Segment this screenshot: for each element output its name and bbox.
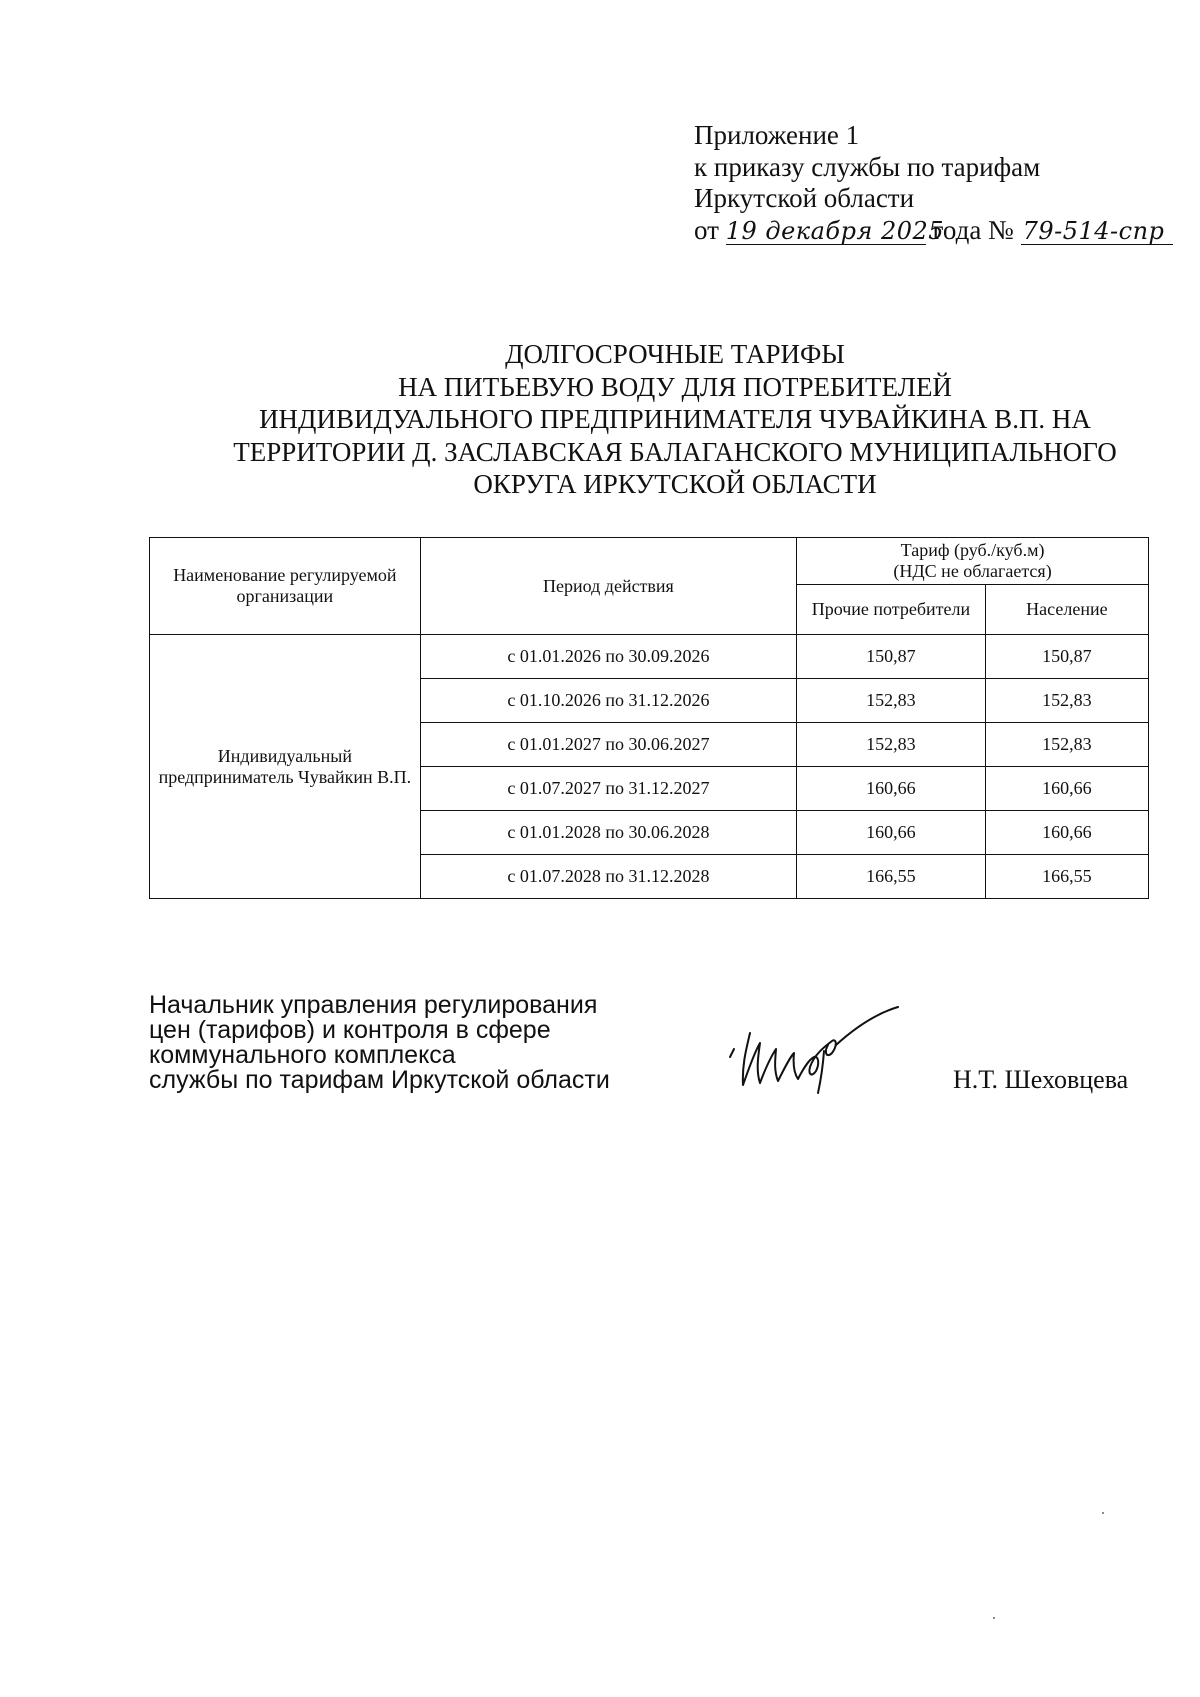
header-tariff-line-2: (НДС не облагается) — [893, 561, 1052, 581]
annex-block — [694, 120, 1173, 246]
title-line-4: ТЕРРИТОРИИ Д. ЗАСЛАВСКАЯ БАЛАГАНСКОГО МУНИЦИПАЛЬНОГО — [233, 436, 1117, 467]
annex-line-2: к приказу службы по тарифам — [694, 151, 1041, 182]
period-cell: с 01.01.2028 по 30.06.2028 — [420, 811, 796, 855]
title-line-2: НА ПИТЬЕВУЮ ВОДУ ДЛЯ ПОТРЕБИТЕЛЕЙ — [398, 371, 952, 402]
annex-line-1: Приложение 1 — [694, 120, 860, 150]
scan-speck — [993, 1617, 995, 1619]
header-period: Период действия — [420, 538, 796, 635]
population-tariff-cell: 160,66 — [985, 767, 1148, 811]
header-population: Население — [985, 585, 1148, 635]
title-line-5: ОКРУГА ИРКУТСКОЙ ОБЛАСТИ — [473, 469, 877, 499]
header-others: Прочие потребители — [797, 585, 986, 635]
population-tariff-cell: 166,55 — [985, 855, 1148, 899]
others-tariff-cell: 166,55 — [797, 855, 986, 899]
position-line-2: цен (тарифов) и контроля в сфере — [149, 1016, 551, 1044]
handwritten-order-number: 79-514-спр — [1021, 218, 1173, 245]
position-line-1: Начальник управления регулирования — [149, 991, 598, 1019]
table-row — [150, 635, 1149, 679]
position-line-3: коммунального комплекса — [149, 1041, 456, 1069]
others-tariff-cell: 152,83 — [797, 723, 986, 767]
population-tariff-cell: 152,83 — [985, 679, 1148, 723]
annex-line-3: Иркутской области — [694, 183, 915, 213]
tariff-table — [149, 537, 1149, 899]
others-tariff-cell: 160,66 — [797, 811, 986, 855]
signatory-position — [149, 993, 610, 1093]
document-title — [120, 338, 1200, 501]
period-cell: с 01.01.2026 по 30.09.2026 — [420, 635, 796, 679]
header-org: Наименование регулируемой организации — [150, 538, 421, 635]
org-name-cell: Индивидуальный предприниматель Чувайкин В.П. — [150, 635, 421, 899]
annex-date-prefix: от — [694, 214, 719, 245]
period-cell: с 01.10.2026 по 31.12.2026 — [420, 679, 796, 723]
period-cell: с 01.07.2027 по 31.12.2027 — [420, 767, 796, 811]
title-line-3: ИНДИВИДУАЛЬНОГО ПРЕДПРИНИМАТЕЛЯ ЧУВАЙКИНА В.П. НА — [259, 404, 1091, 434]
scan-speck — [1102, 1512, 1104, 1514]
others-tariff-cell: 150,87 — [797, 635, 986, 679]
period-cell: с 01.07.2028 по 31.12.2028 — [420, 855, 796, 899]
handwritten-signature — [728, 1005, 938, 1100]
others-tariff-cell: 160,66 — [797, 767, 986, 811]
annex-number-prefix: года № — [932, 214, 1014, 245]
title-line-1: ДОЛГОСРОЧНЫЕ ТАРИФЫ — [505, 339, 845, 369]
signatory-name: Н.Т. Шеховцева — [953, 1065, 1129, 1094]
population-tariff-cell: 152,83 — [985, 723, 1148, 767]
header-tariff — [797, 538, 1149, 585]
annex-date-line — [694, 215, 1173, 247]
population-tariff-cell: 150,87 — [985, 635, 1148, 679]
period-cell: с 01.01.2027 по 30.06.2027 — [420, 723, 796, 767]
population-tariff-cell: 160,66 — [985, 811, 1148, 855]
header-tariff-line-1: Тариф (руб./куб.м) — [900, 540, 1045, 560]
position-line-4: службы по тарифам Иркутской области — [149, 1066, 610, 1094]
others-tariff-cell: 152,83 — [797, 679, 986, 723]
handwritten-date: 19 декабря 2025 — [725, 216, 945, 245]
